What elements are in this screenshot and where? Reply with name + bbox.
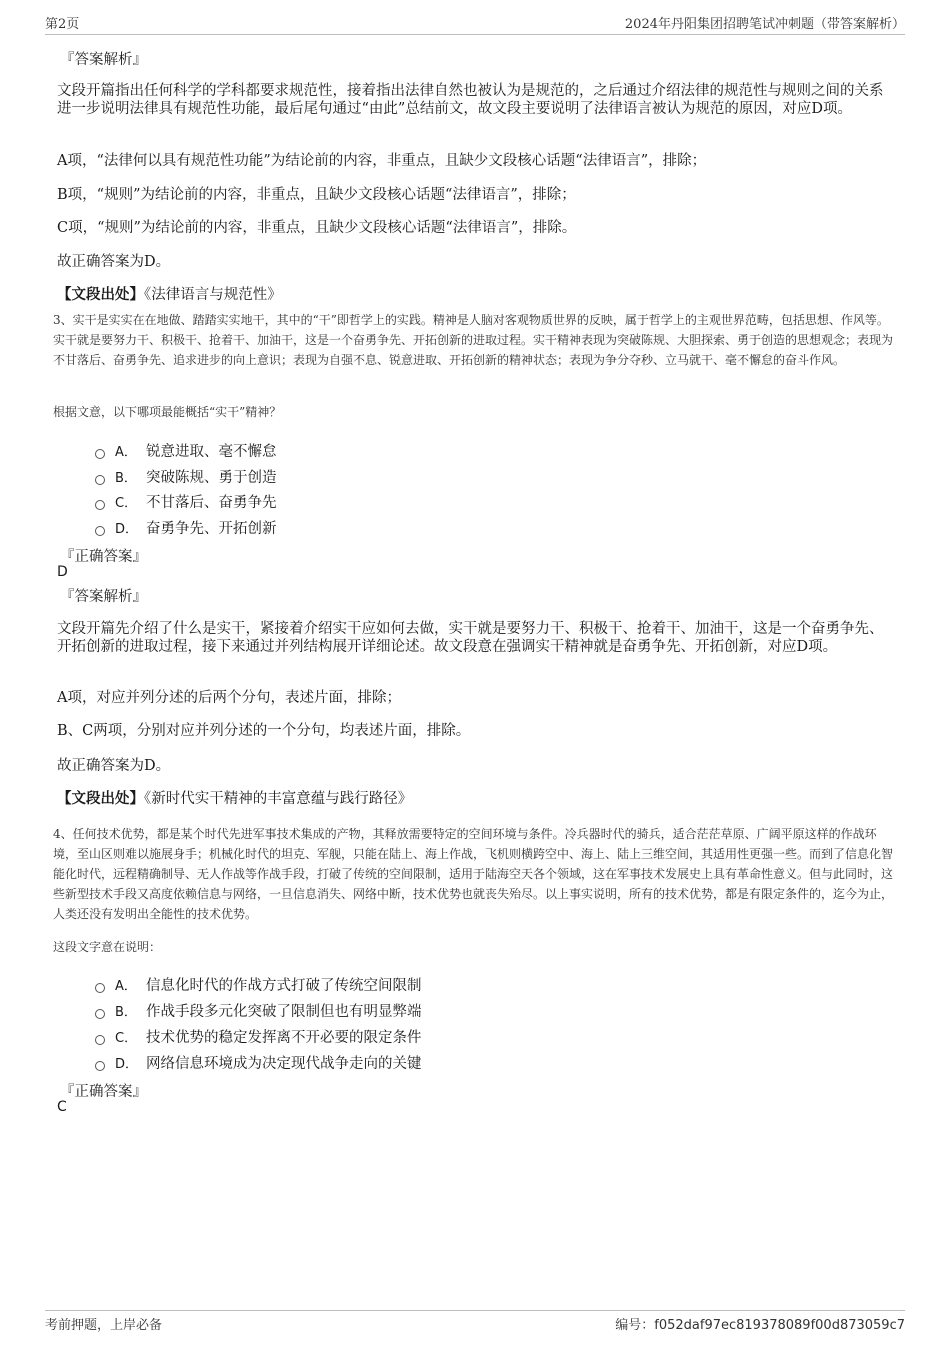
radio-button-icon[interactable]: [95, 526, 105, 536]
question-3-option-d[interactable]: D． 奋勇争先、开拓创新: [95, 517, 277, 538]
analysis-option-a-3: A项，对应并列分述的后两个分句，表述片面，排除；: [57, 690, 401, 706]
page-header: [45, 12, 905, 35]
radio-button-icon[interactable]: [95, 1009, 105, 1019]
analysis-label-1: 『答案解析』: [60, 52, 147, 68]
radio-button-icon[interactable]: [95, 500, 105, 510]
document-code-label: 编号：: [615, 1318, 655, 1333]
radio-button-icon[interactable]: [95, 1061, 105, 1071]
source-title-1: 《法律语言与规范性》: [144, 287, 282, 303]
analysis-label-3: 『答案解析』: [60, 589, 147, 605]
source-3: [57, 790, 887, 808]
question-3-option-a[interactable]: A． 锐意进取、毫不懈怠: [95, 440, 277, 461]
page-number: 第2页: [45, 17, 80, 32]
question-3-prompt: 根据文意，以下哪项最能概括“实干”精神？: [53, 405, 282, 419]
conclusion-1: 故正确答案为D。: [57, 254, 171, 270]
analysis-option-a-1: A项，“法律何以具有规范性功能”为结论前的内容，非重点，且缺少文段核心话题“法律语言”，排除；: [57, 153, 707, 169]
conclusion-3: 故正确答案为D。: [57, 758, 171, 774]
question-3-option-b[interactable]: B． 突破陈规、勇于创造: [95, 466, 277, 487]
correct-answer-label-4: 『正确答案』: [60, 1084, 147, 1100]
source-title-3: 《新时代实干精神的丰富意蕴与践行路径》: [144, 791, 413, 807]
correct-answer-4: C: [57, 1099, 67, 1115]
question-4-option-a[interactable]: A． 信息化时代的作战方式打破了传统空间限制: [95, 974, 422, 995]
document-title: 2024年丹阳集团招聘笔试冲刺题（带答案解析）: [624, 17, 905, 32]
question-4-option-b[interactable]: B． 作战手段多元化突破了限制但也有明显弊端: [95, 1000, 422, 1021]
source-1: [57, 286, 887, 304]
analysis-paragraph-3: 文段开篇先介绍了什么是实干，紧接着介绍实干应如何去做，实干就是要努力干、积极干、抢着干、加油干，这是一个奋勇争先、开拓创新的进取过程，接下来通过并列结构展开详细论述。故文段意在强调实干精神就是奋勇争先、开拓创新，对应D项。: [57, 621, 884, 655]
correct-answer-3: D: [57, 564, 68, 580]
analysis-paragraph-1: 文段开篇指出任何科学的学科都要求规范性，接着指出法律自然也被认为是规范的，之后通过介绍法律的规范性与规则之间的关系进一步说明法律具有规范性功能，最后尾句通过“由此”总结前文，故文段主要说明了法律语言被认为规范的原因，对应D项。: [57, 83, 884, 117]
document-code-value: f052daf97ec819378089f00d873059c7: [654, 1318, 905, 1333]
question-3-option-c[interactable]: C． 不甘落后、奋勇争先: [95, 491, 277, 512]
question-4-prompt: 这段文字意在说明：: [53, 940, 162, 954]
document-code: [615, 1314, 905, 1333]
analysis-option-bc-3: B、C两项，分别对应并列分述的一个分句，均表述片面，排除。: [57, 723, 471, 739]
analysis-option-b-1: B项，“规则”为结论前的内容，非重点，且缺少文段核心话题“法律语言”，排除；: [57, 187, 576, 203]
radio-button-icon[interactable]: [95, 475, 105, 485]
page-footer: [45, 1310, 905, 1333]
analysis-option-c-1: C项，“规则”为结论前的内容，非重点，且缺少文段核心话题“法律语言”，排除。: [57, 220, 577, 236]
radio-button-icon[interactable]: [95, 983, 105, 993]
footer-slogan: 考前押题，上岸必备: [45, 1318, 163, 1333]
question-4-option-c[interactable]: C． 技术优势的稳定发挥离不开必要的限定条件: [95, 1026, 422, 1047]
source-label-1: 【文段出处】: [57, 286, 144, 303]
radio-button-icon[interactable]: [95, 1035, 105, 1045]
source-label-3: 【文段出处】: [57, 790, 144, 807]
question-4-option-d[interactable]: D． 网络信息环境成为决定现代战争走向的关键: [95, 1052, 422, 1073]
correct-answer-label-3: 『正确答案』: [60, 549, 147, 565]
radio-button-icon[interactable]: [95, 449, 105, 459]
question-4-text: 4、任何技术优势，都是某个时代先进军事技术集成的产物，其释放需要特定的空间环境与条件。冷兵器时代的骑兵，适合茫茫草原、广阔平原这样的作战环境，至山区则难以施展身手；机械化时代的坦克、军舰，只能在陆上、海上作战，飞机则横跨空中、海上、陆上三维空间，其适用性更强一些。而到了信息化智能化时代，远程精确制导、无人作战等作战手段，打破了传统的空间限制，适用于陆海空天各个领域，这在军事技术发展史上具有革命性意义。但与此同时，这些新型技术手段又高度依赖信息与网络，一旦信息消失、网络中断，技术优势也就丧失殆尽。以上事实说明，所有的技术优势，都是有限定条件的，迄今为止，人类还没有发明出全能性的技术优势。: [53, 827, 894, 921]
question-3-text: 3、实干是实实在在地做、踏踏实实地干，其中的“干”即哲学上的实践。精神是人脑对客观物质世界的反映，属于哲学上的主观世界范畴，包括思想、作风等。实干就是要努力干、积极干、抢着干、加油干，这是一个奋勇争先、开拓创新的进取过程。实干精神表现为突破陈规、大胆探索、勇于创造的思想观念；表现为不甘落后、奋勇争先、追求进步的向上意识；表现为自强不息、锐意进取、开拓创新的精神状态；表现为争分夺秒、立马就干、毫不懈怠的奋斗作风。: [53, 313, 894, 367]
